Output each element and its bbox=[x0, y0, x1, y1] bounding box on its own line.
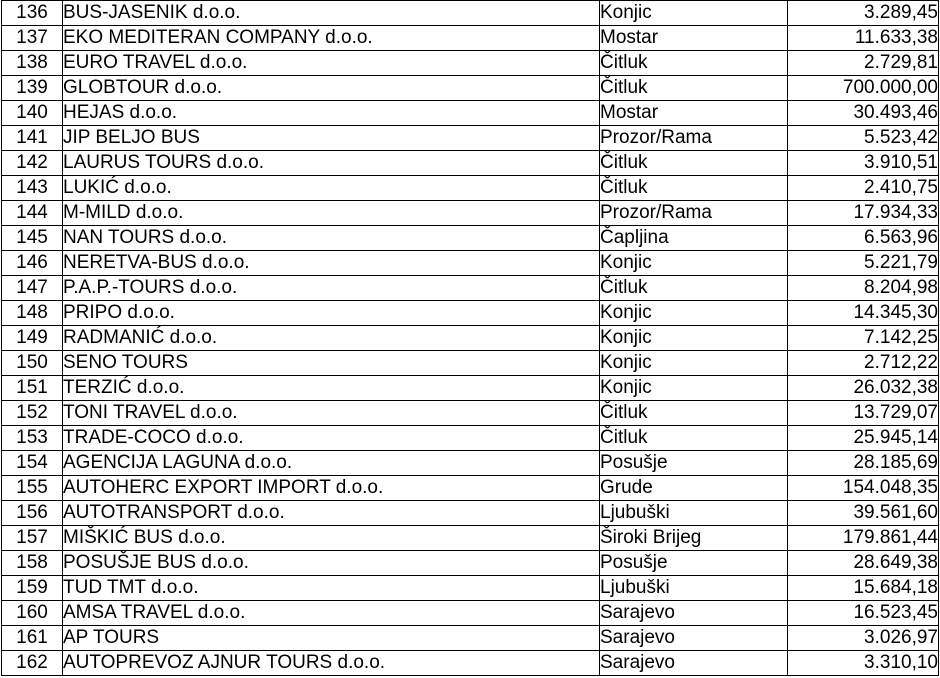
company-name-cell: RADMANIĆ d.o.o. bbox=[63, 326, 600, 351]
table-row bbox=[2, 76, 939, 101]
table-row bbox=[2, 501, 939, 526]
city-cell: Sarajevo bbox=[600, 626, 788, 651]
row-number-cell: 159 bbox=[2, 576, 63, 601]
company-name-cell: GLOBTOUR d.o.o. bbox=[63, 76, 600, 101]
amount-cell: 13.729,07 bbox=[788, 401, 939, 426]
amount-cell: 7.142,25 bbox=[788, 326, 939, 351]
city-cell: Posušje bbox=[600, 551, 788, 576]
company-name-cell: TONI TRAVEL d.o.o. bbox=[63, 401, 600, 426]
city-cell: Čitluk bbox=[600, 426, 788, 451]
company-name-cell: NAN TOURS d.o.o. bbox=[63, 226, 600, 251]
company-name-cell: SENO TOURS bbox=[63, 351, 600, 376]
company-name-cell: LAURUS TOURS d.o.o. bbox=[63, 151, 600, 176]
company-name-cell: AUTOTRANSPORT d.o.o. bbox=[63, 501, 600, 526]
table-row bbox=[2, 326, 939, 351]
city-cell: Konjic bbox=[600, 1, 788, 26]
table-row bbox=[2, 576, 939, 601]
city-cell: Konjic bbox=[600, 376, 788, 401]
city-cell: Čitluk bbox=[600, 151, 788, 176]
amount-cell: 25.945,14 bbox=[788, 426, 939, 451]
amount-cell: 28.185,69 bbox=[788, 451, 939, 476]
city-cell: Grude bbox=[600, 476, 788, 501]
amount-cell: 11.633,38 bbox=[788, 26, 939, 51]
company-name-cell: AUTOHERC EXPORT IMPORT d.o.o. bbox=[63, 476, 600, 501]
amount-cell: 28.649,38 bbox=[788, 551, 939, 576]
table-row bbox=[2, 26, 939, 51]
row-number-cell: 150 bbox=[2, 351, 63, 376]
city-cell: Prozor/Rama bbox=[600, 126, 788, 151]
row-number-cell: 155 bbox=[2, 476, 63, 501]
city-cell: Prozor/Rama bbox=[600, 201, 788, 226]
amount-cell: 2.410,75 bbox=[788, 176, 939, 201]
table-row bbox=[2, 401, 939, 426]
company-name-cell: AGENCIJA LAGUNA d.o.o. bbox=[63, 451, 600, 476]
company-name-cell: MIŠKIĆ BUS d.o.o. bbox=[63, 526, 600, 551]
company-name-cell: NERETVA-BUS d.o.o. bbox=[63, 251, 600, 276]
city-cell: Sarajevo bbox=[600, 601, 788, 626]
row-number-cell: 161 bbox=[2, 626, 63, 651]
row-number-cell: 154 bbox=[2, 451, 63, 476]
table-row bbox=[2, 526, 939, 551]
table-row bbox=[2, 226, 939, 251]
row-number-cell: 162 bbox=[2, 651, 63, 676]
city-cell: Konjic bbox=[600, 251, 788, 276]
amount-cell: 2.729,81 bbox=[788, 51, 939, 76]
company-name-cell: AMSA TRAVEL d.o.o. bbox=[63, 601, 600, 626]
table-row bbox=[2, 201, 939, 226]
amount-cell: 39.561,60 bbox=[788, 501, 939, 526]
city-cell: Čitluk bbox=[600, 176, 788, 201]
table-body bbox=[2, 1, 939, 676]
city-cell: Čitluk bbox=[600, 401, 788, 426]
company-name-cell: JIP BELJO BUS bbox=[63, 126, 600, 151]
company-name-cell: PRIPO d.o.o. bbox=[63, 301, 600, 326]
company-name-cell: POSUŠJE BUS d.o.o. bbox=[63, 551, 600, 576]
amount-cell: 179.861,44 bbox=[788, 526, 939, 551]
row-number-cell: 136 bbox=[2, 1, 63, 26]
table-row bbox=[2, 651, 939, 676]
amount-cell: 26.032,38 bbox=[788, 376, 939, 401]
table-row bbox=[2, 151, 939, 176]
amount-cell: 3.310,10 bbox=[788, 651, 939, 676]
row-number-cell: 145 bbox=[2, 226, 63, 251]
row-number-cell: 144 bbox=[2, 201, 63, 226]
amount-cell: 30.493,46 bbox=[788, 101, 939, 126]
city-cell: Konjic bbox=[600, 301, 788, 326]
amount-cell: 3.026,97 bbox=[788, 626, 939, 651]
row-number-cell: 146 bbox=[2, 251, 63, 276]
company-name-cell: EURO TRAVEL d.o.o. bbox=[63, 51, 600, 76]
company-name-cell: M-MILD d.o.o. bbox=[63, 201, 600, 226]
company-name-cell: TERZIĆ d.o.o. bbox=[63, 376, 600, 401]
city-cell: Čitluk bbox=[600, 76, 788, 101]
city-cell: Mostar bbox=[600, 101, 788, 126]
table-row bbox=[2, 251, 939, 276]
city-cell: Čapljina bbox=[600, 226, 788, 251]
amount-cell: 14.345,30 bbox=[788, 301, 939, 326]
row-number-cell: 139 bbox=[2, 76, 63, 101]
amount-cell: 16.523,45 bbox=[788, 601, 939, 626]
table-row bbox=[2, 101, 939, 126]
table-row bbox=[2, 51, 939, 76]
company-amounts-table bbox=[1, 0, 939, 676]
amount-cell: 15.684,18 bbox=[788, 576, 939, 601]
row-number-cell: 158 bbox=[2, 551, 63, 576]
table-row bbox=[2, 351, 939, 376]
city-cell: Mostar bbox=[600, 26, 788, 51]
city-cell: Posušje bbox=[600, 451, 788, 476]
row-number-cell: 151 bbox=[2, 376, 63, 401]
city-cell: Ljubuški bbox=[600, 576, 788, 601]
amount-cell: 6.563,96 bbox=[788, 226, 939, 251]
table-row bbox=[2, 376, 939, 401]
city-cell: Konjic bbox=[600, 326, 788, 351]
amount-cell: 5.523,42 bbox=[788, 126, 939, 151]
row-number-cell: 156 bbox=[2, 501, 63, 526]
amount-cell: 5.221,79 bbox=[788, 251, 939, 276]
row-number-cell: 140 bbox=[2, 101, 63, 126]
company-name-cell: EKO MEDITERAN COMPANY d.o.o. bbox=[63, 26, 600, 51]
table-row bbox=[2, 601, 939, 626]
city-cell: Sarajevo bbox=[600, 651, 788, 676]
row-number-cell: 142 bbox=[2, 151, 63, 176]
table-row bbox=[2, 551, 939, 576]
amount-cell: 2.712,22 bbox=[788, 351, 939, 376]
table-row bbox=[2, 426, 939, 451]
row-number-cell: 148 bbox=[2, 301, 63, 326]
row-number-cell: 147 bbox=[2, 276, 63, 301]
company-name-cell: LUKIĆ d.o.o. bbox=[63, 176, 600, 201]
row-number-cell: 149 bbox=[2, 326, 63, 351]
row-number-cell: 157 bbox=[2, 526, 63, 551]
row-number-cell: 153 bbox=[2, 426, 63, 451]
city-cell: Ljubuški bbox=[600, 501, 788, 526]
amount-cell: 8.204,98 bbox=[788, 276, 939, 301]
amount-cell: 154.048,35 bbox=[788, 476, 939, 501]
amount-cell: 700.000,00 bbox=[788, 76, 939, 101]
table-row bbox=[2, 1, 939, 26]
table-row bbox=[2, 626, 939, 651]
table-row bbox=[2, 176, 939, 201]
table-row bbox=[2, 126, 939, 151]
table-row bbox=[2, 276, 939, 301]
city-cell: Čitluk bbox=[600, 51, 788, 76]
row-number-cell: 160 bbox=[2, 601, 63, 626]
company-name-cell: BUS-JASENIK d.o.o. bbox=[63, 1, 600, 26]
row-number-cell: 152 bbox=[2, 401, 63, 426]
table-row bbox=[2, 301, 939, 326]
company-name-cell: AUTOPREVOZ AJNUR TOURS d.o.o. bbox=[63, 651, 600, 676]
table-row bbox=[2, 451, 939, 476]
row-number-cell: 138 bbox=[2, 51, 63, 76]
table-row bbox=[2, 476, 939, 501]
row-number-cell: 141 bbox=[2, 126, 63, 151]
amount-cell: 3.289,45 bbox=[788, 1, 939, 26]
amount-cell: 3.910,51 bbox=[788, 151, 939, 176]
company-name-cell: P.A.P.-TOURS d.o.o. bbox=[63, 276, 600, 301]
company-name-cell: TUD TMT d.o.o. bbox=[63, 576, 600, 601]
amount-cell: 17.934,33 bbox=[788, 201, 939, 226]
company-name-cell: HEJAS d.o.o. bbox=[63, 101, 600, 126]
city-cell: Čitluk bbox=[600, 276, 788, 301]
row-number-cell: 143 bbox=[2, 176, 63, 201]
row-number-cell: 137 bbox=[2, 26, 63, 51]
company-name-cell: TRADE-COCO d.o.o. bbox=[63, 426, 600, 451]
city-cell: Konjic bbox=[600, 351, 788, 376]
company-name-cell: AP TOURS bbox=[63, 626, 600, 651]
city-cell: Široki Brijeg bbox=[600, 526, 788, 551]
